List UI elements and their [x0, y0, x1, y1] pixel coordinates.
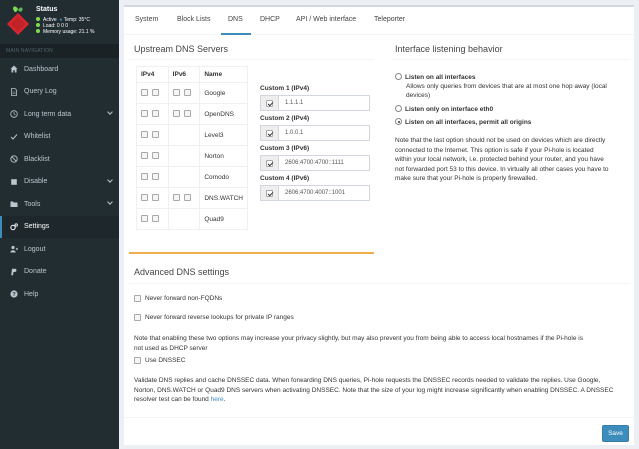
advanced-dns-panel [129, 262, 629, 412]
sidebar-item-dashboard[interactable] [0, 58, 119, 81]
sidebar-item-label: Donate [24, 268, 47, 276]
dnssec-test-link[interactable]: here [210, 396, 224, 403]
advanced-title: Advanced DNS settings [134, 267, 230, 277]
sidebar [0, 0, 119, 449]
status-memory: Memory usage: 21.1 % [36, 29, 94, 35]
custom1-checkbox[interactable] [266, 100, 273, 107]
sidebar-item-logout[interactable] [0, 238, 119, 261]
tab-dns[interactable]: DNS [228, 16, 243, 23]
level3-ipv4-checkbox-2[interactable] [152, 131, 159, 138]
table-row [137, 83, 248, 104]
sidebar-item-label: Long term data [24, 110, 72, 118]
radio-button[interactable] [395, 105, 402, 112]
gears-icon [10, 223, 18, 231]
dnswatch-ipv6-checkbox-2[interactable] [184, 194, 191, 201]
upstream-footer-bar [129, 252, 374, 254]
sidebar-item-label: Settings [24, 223, 50, 231]
custom2-row [260, 125, 370, 141]
folder-icon [10, 200, 18, 208]
chevron-down-icon [107, 109, 113, 115]
stop-icon [10, 178, 18, 186]
quad9-ipv4-checkbox-2[interactable] [152, 215, 159, 222]
thermometer-icon: ● [59, 17, 63, 23]
upstream-title: Upstream DNS Servers [134, 44, 229, 54]
opendns-ipv6-checkbox-1[interactable] [173, 110, 180, 117]
sidebar-item-label: Logout [24, 245, 46, 253]
opendns-ipv4-checkbox-2[interactable] [152, 110, 159, 117]
tab-block-lists[interactable]: Block Lists [177, 16, 211, 23]
norton-ipv4-checkbox-1[interactable] [141, 152, 148, 159]
custom3-label: Custom 3 (IPv6) [260, 145, 310, 152]
clock-icon [10, 110, 18, 118]
sidebar-item-label: Disable [24, 178, 48, 186]
sidebar-item-label: Dashboard [24, 65, 59, 73]
load-dot-icon [36, 23, 40, 27]
never-forward-reverse[interactable]: Never forward reverse lookups for private IP ranges [134, 314, 294, 321]
custom4-input[interactable]: 2606:4700:4007::1001 [285, 190, 346, 196]
custom2-checkbox[interactable] [266, 130, 273, 137]
privacy-note: Note that enabling these two options may increase your privacy slightly, but may also prevent you from being able to access local hostnames if the Pi-hole is not used as DHCP server [134, 335, 583, 352]
table-row [137, 146, 248, 167]
never-forward-fqdn[interactable]: Never forward non-FQDNs [134, 295, 222, 302]
google-ipv4-checkbox-2[interactable] [152, 89, 159, 96]
dnssec-note: Validate DNS replies and cache DNSSEC data. When forwarding DNS queries, Pi-hole requests the DNSSEC records needed to validate the replies. Use Google, Norton, DNS.WATCH or Quad9 DNS servers when activating DNSSEC. Note that the size of your log might increase significantly when enabling DNSSEC. A DNSSEC resolver test can be found here. [134, 377, 614, 403]
comodo-ipv4-checkbox-1[interactable] [141, 173, 148, 180]
check-icon [10, 133, 18, 141]
custom3-checkbox[interactable] [266, 160, 273, 167]
radio-listen-permit-all[interactable]: Listen on all interfaces, permit all origins [395, 118, 531, 126]
interface-title: Interface listening behavior [395, 44, 503, 54]
opendns-ipv6-checkbox-2[interactable] [184, 110, 191, 117]
use-dnssec[interactable]: Use DNSSEC [134, 357, 185, 364]
table-row [137, 104, 248, 125]
settings-tabs [124, 7, 634, 35]
table-row [137, 167, 248, 188]
sidebar-item-long-term-data[interactable] [0, 103, 119, 126]
home-icon [10, 65, 18, 73]
user-times-icon [10, 245, 18, 253]
norton-ipv4-checkbox-2[interactable] [152, 152, 159, 159]
sidebar-item-blacklist[interactable] [0, 148, 119, 171]
dnssec-checkbox[interactable] [134, 357, 141, 364]
google-ipv6-checkbox-2[interactable] [184, 89, 191, 96]
server-name: DNS.WATCH [200, 188, 248, 209]
radio-listen-all[interactable]: Listen on all interfaces [395, 73, 475, 81]
col-ipv6: IPv6 [168, 67, 200, 83]
table-header [137, 67, 248, 83]
sidebar-item-label: Tools [24, 200, 41, 208]
radio-listen-eth0[interactable]: Listen only on interface eth0 [395, 105, 493, 113]
fqdn-checkbox[interactable] [134, 295, 141, 302]
table-row [137, 125, 248, 146]
sidebar-item-tools[interactable] [0, 193, 119, 216]
memory-dot-icon [36, 29, 40, 33]
sidebar-item-label: Whitelist [24, 133, 51, 141]
status-active: Active ● Temp: 35°C [36, 17, 94, 23]
sidebar-item-disable[interactable] [0, 171, 119, 194]
server-name: OpenDNS [200, 104, 248, 125]
dnswatch-ipv4-checkbox-2[interactable] [152, 194, 159, 201]
svg-text:?: ? [12, 292, 16, 299]
tab-system[interactable]: System [135, 16, 159, 23]
sidebar-item-whitelist[interactable] [0, 126, 119, 149]
radio-button[interactable] [395, 73, 402, 80]
interface-note: Note that the last option should not be used on devices which are directly connected to the Internet. This option is safe if your Pi-hole is located within your local network, i.e. protected behind your router, and you have not forwarded port 53 to this device. In virtually all other cases you have to make sure that your Pi-hole is properly firewalled. [395, 137, 609, 182]
sidebar-item-settings[interactable] [0, 216, 119, 239]
tab-teleporter[interactable]: Teleporter [374, 16, 406, 23]
custom3-row [260, 155, 370, 171]
server-name: Google [200, 83, 248, 104]
table-row [137, 209, 248, 230]
listen-all-description: Allows only queries from devices that are at most one hop away (local devices) [406, 83, 607, 99]
upstream-table [136, 66, 248, 230]
sidebar-item-query-log[interactable] [0, 81, 119, 104]
google-ipv4-checkbox-1[interactable] [141, 89, 148, 96]
tab-api-web-interface[interactable]: API / Web interface [296, 16, 357, 23]
dnswatch-ipv4-checkbox-1[interactable] [141, 194, 148, 201]
sidebar-item-help[interactable] [0, 283, 119, 306]
custom1-label: Custom 1 (IPv4) [260, 85, 310, 92]
save-button[interactable]: Save [602, 425, 629, 442]
custom2-label: Custom 2 (IPv4) [260, 115, 310, 122]
col-name: Name [200, 67, 248, 83]
custom1-row [260, 95, 370, 111]
ban-icon [10, 155, 18, 163]
sidebar-item-donate[interactable] [0, 261, 119, 284]
file-icon [10, 88, 18, 96]
google-ipv6-checkbox-1[interactable] [173, 89, 180, 96]
custom2-input[interactable]: 1.0.0.1 [285, 130, 304, 136]
panel-divider [129, 59, 374, 60]
level3-ipv4-checkbox-1[interactable] [141, 131, 148, 138]
server-name: Quad9 [200, 209, 248, 230]
question-icon [10, 290, 18, 298]
server-name: Level3 [200, 125, 248, 146]
active-tab-indicator [221, 33, 251, 35]
opendns-ipv4-checkbox-1[interactable] [141, 110, 148, 117]
footer-divider [124, 417, 634, 418]
status-title: Status [36, 6, 58, 13]
custom4-row [260, 185, 370, 201]
col-ipv4: IPv4 [137, 67, 169, 83]
panel-divider [129, 283, 629, 284]
sidebar-item-label: Help [24, 290, 39, 298]
reverse-checkbox[interactable] [134, 314, 141, 321]
tab-dhcp[interactable]: DHCP [260, 16, 280, 23]
chevron-down-icon [107, 177, 113, 183]
dnswatch-ipv6-checkbox-1[interactable] [173, 194, 180, 201]
custom4-label: Custom 4 (IPv6) [260, 175, 310, 182]
server-name: Norton [200, 146, 248, 167]
sidebar-item-label: Query Log [24, 88, 57, 96]
custom3-input[interactable]: 2606:4700:4700::1111 [285, 160, 344, 166]
server-name: Comodo [200, 167, 248, 188]
upstream-dns-panel [129, 39, 374, 254]
pihole-logo [5, 5, 31, 37]
active-dot-icon [36, 17, 40, 21]
settings-box [124, 5, 634, 445]
custom4-checkbox[interactable] [266, 190, 273, 197]
interface-panel [391, 39, 629, 207]
radio-button-selected[interactable] [395, 118, 402, 125]
chevron-down-icon [107, 199, 113, 205]
sidebar-item-label: Blacklist [24, 155, 50, 163]
paypal-icon [10, 268, 18, 276]
status-load: Load: 0 0 0 [36, 23, 94, 29]
nav-header: MAIN NAVIGATION [0, 44, 119, 58]
main-content [119, 0, 639, 449]
status-panel [0, 0, 119, 44]
custom1-input[interactable]: 1.1.1.1 [285, 100, 304, 106]
quad9-ipv4-checkbox-1[interactable] [141, 215, 148, 222]
panel-divider [391, 59, 629, 60]
comodo-ipv4-checkbox-2[interactable] [152, 173, 159, 180]
table-row [137, 188, 248, 209]
